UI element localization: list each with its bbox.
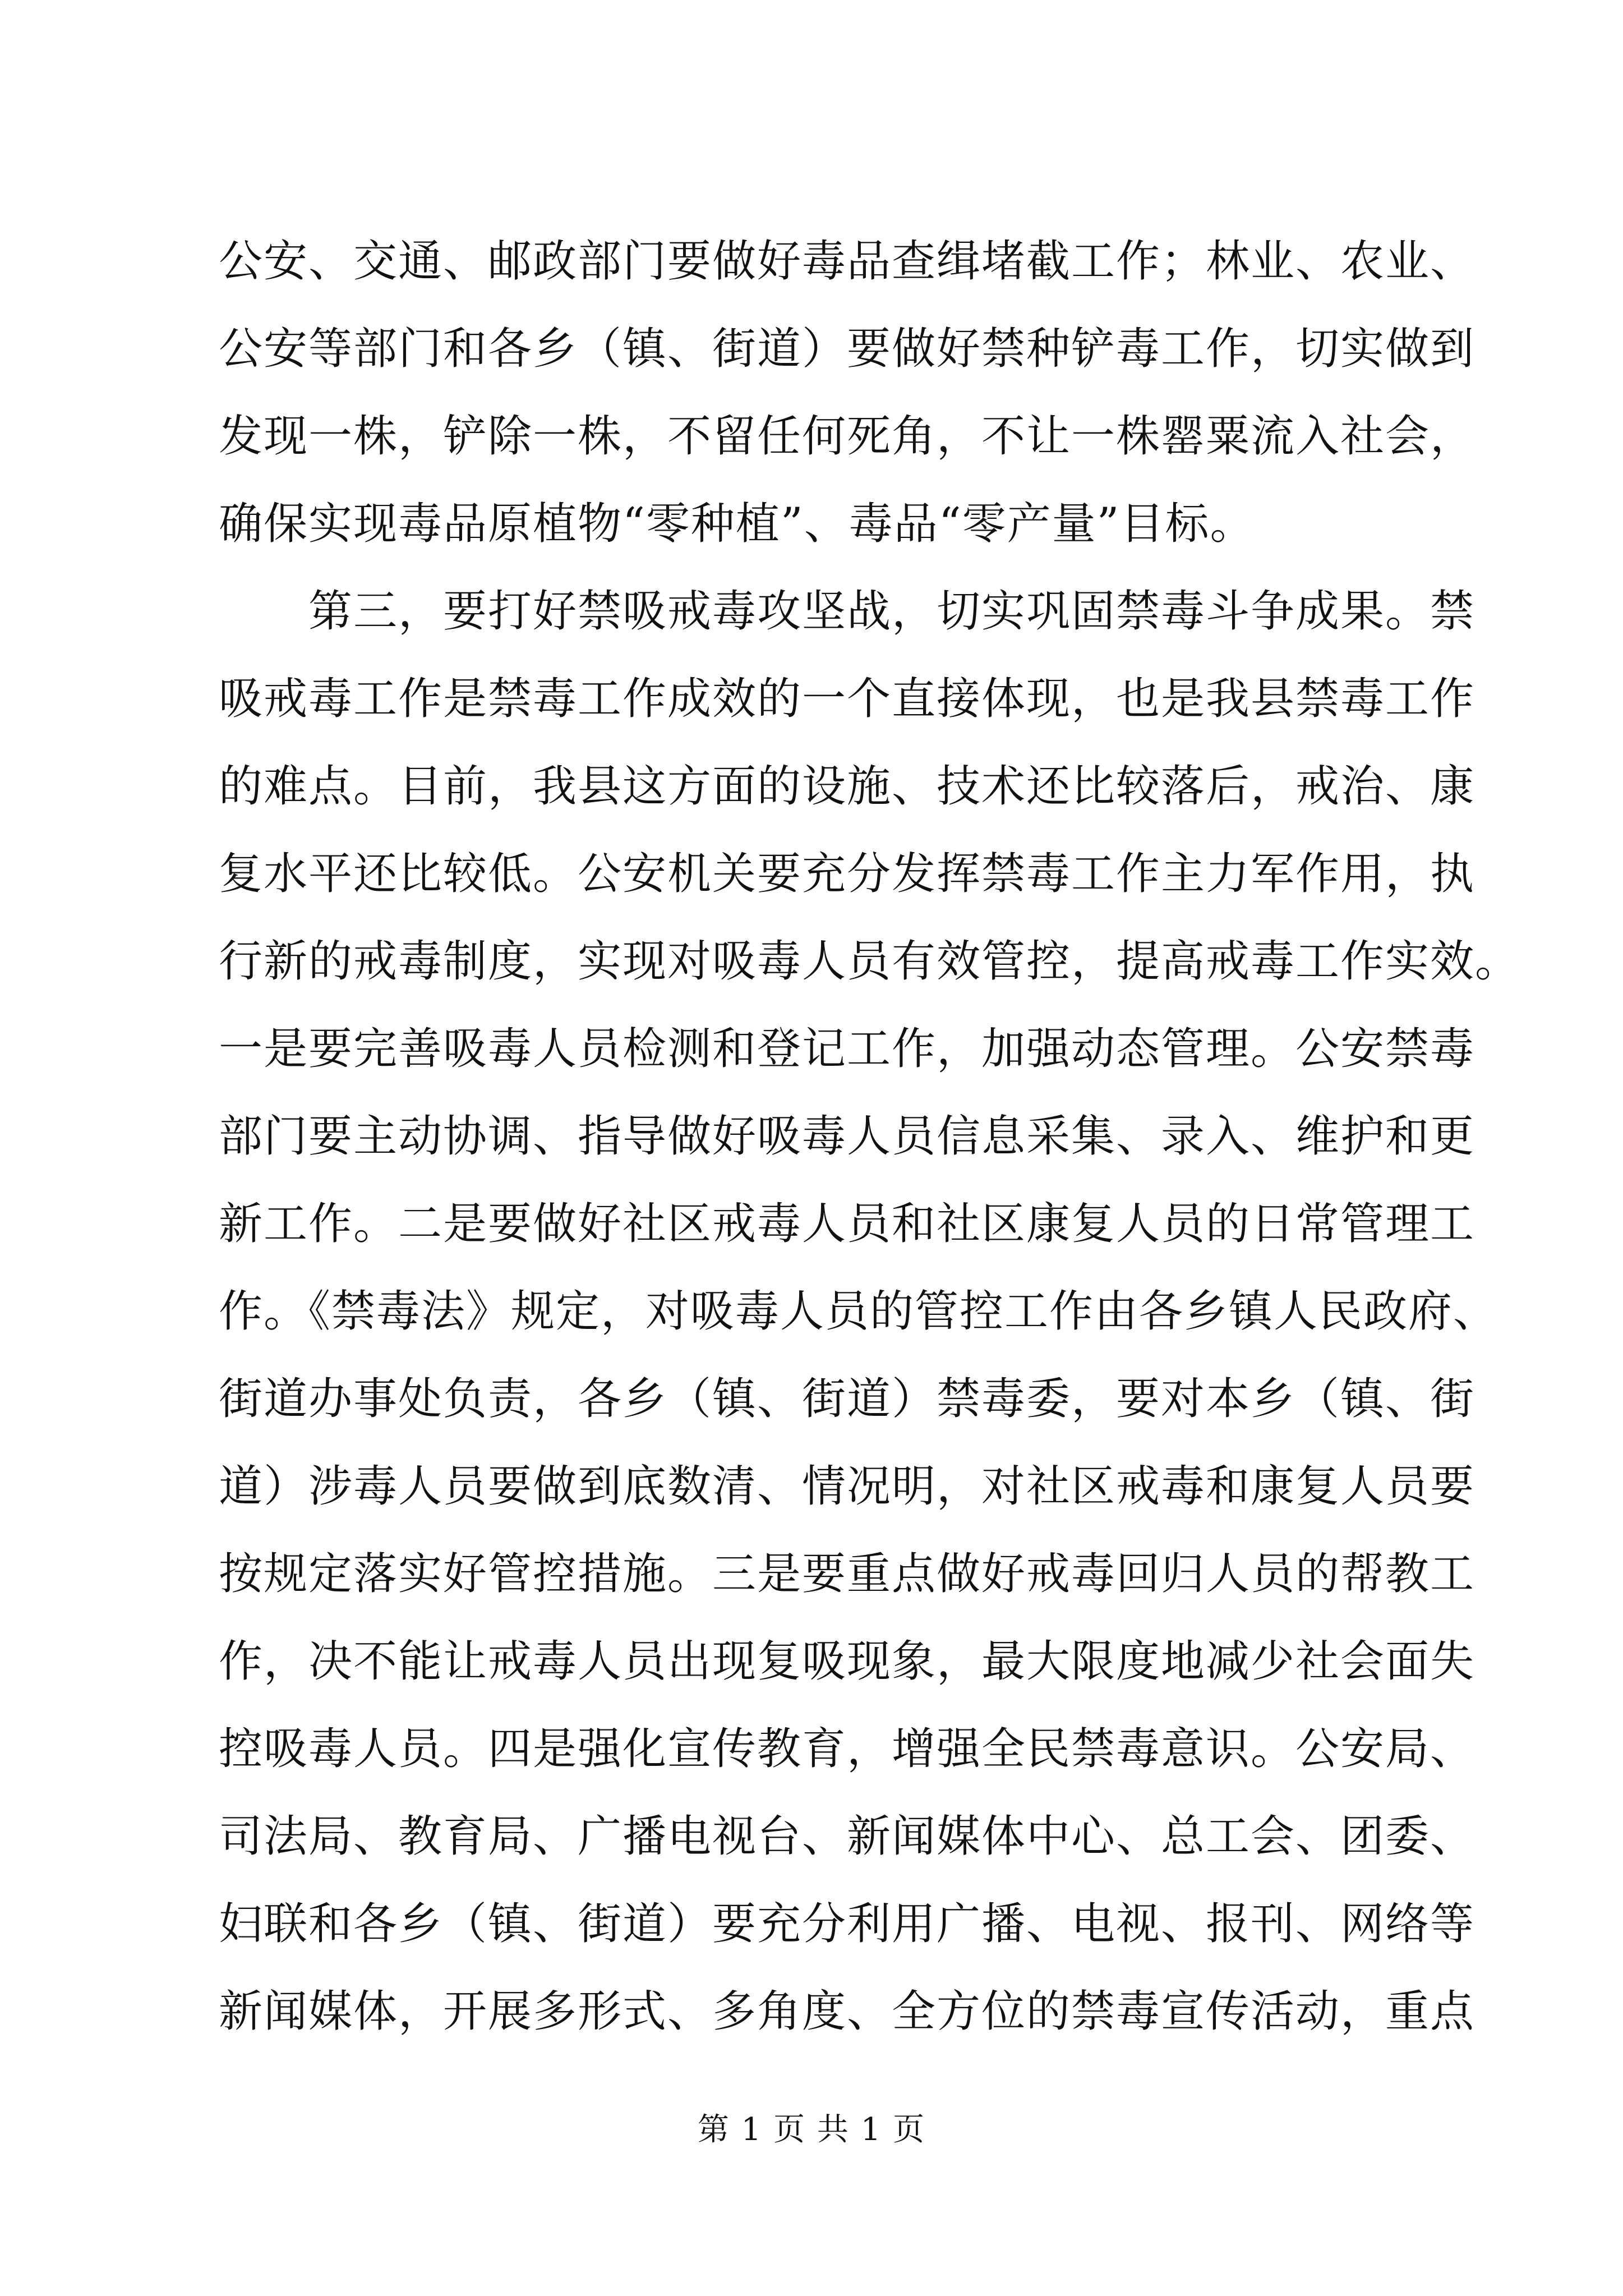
text-line: 作。《禁毒法》规定，对吸毒人员的管控工作由各乡镇人民政府、 — [219, 1286, 1498, 1337]
text-line: 妇联和各乡（镇、街道）要充分利用广播、电视、报刊、网络等 — [219, 1899, 1476, 1949]
text-line: 发现一株，铲除一株，不留任何死角，不让一株罂粟流入社会， — [219, 411, 1476, 462]
text-line: 的难点。目前，我县这方面的设施、技术还比较落后，戒治、康 — [219, 761, 1476, 812]
text-line: 确保实现毒品原植物“零种植”、毒品“零产量”目标。 — [219, 499, 1255, 549]
text-line: 按规定落实好管控措施。三是要重点做好戒毒回归人员的帮教工 — [219, 1549, 1476, 1599]
text-line: 司法局、教育局、广播电视台、新闻媒体中心、总工会、团委、 — [219, 1811, 1476, 1862]
text-line: 吸戒毒工作是禁毒工作成效的一个直接体现，也是我县禁毒工作 — [219, 674, 1476, 724]
text-line: 部门要主动协调、指导做好吸毒人员信息采集、录入、维护和更 — [219, 1111, 1476, 1162]
text-line: 道）涉毒人员要做到底数清、情况明，对社区戒毒和康复人员要 — [219, 1461, 1476, 1512]
text-line: 街道办事处负责，各乡（镇、街道）禁毒委，要对本乡（镇、街 — [219, 1374, 1476, 1424]
text-line: 公安等部门和各乡（镇、街道）要做好禁种铲毒工作，切实做到 — [219, 324, 1476, 374]
text-line: 新工作。二是要做好社区戒毒人员和社区康复人员的日常管理工 — [219, 1199, 1476, 1249]
text-line: 复水平还比较低。公安机关要充分发挥禁毒工作主力军作用，执 — [219, 849, 1476, 899]
paragraph-start-line: 第三，要打好禁吸戒毒攻坚战，切实巩固禁毒斗争成果。禁 — [308, 586, 1476, 637]
body-text — [219, 218, 1520, 2055]
text-line: 一是要完善吸毒人员检测和登记工作，加强动态管理。公安禁毒 — [219, 1024, 1476, 1074]
text-line: 公安、交通、邮政部门要做好毒品查缉堵截工作；林业、农业、 — [219, 236, 1476, 287]
text-line: 新闻媒体，开展多形式、多角度、全方位的禁毒宣传活动，重点 — [219, 1986, 1476, 2037]
text-line: 作，决不能让戒毒人员出现复吸现象，最大限度地减少社会面失 — [219, 1636, 1476, 1687]
page-number-footer: 第 1 页 共 1 页 — [697, 2111, 926, 2148]
text-line: 行新的戒毒制度，实现对吸毒人员有效管控，提高戒毒工作实效。 — [219, 936, 1520, 987]
text-line: 控吸毒人员。四是强化宣传教育，增强全民禁毒意识。公安局、 — [219, 1724, 1476, 1774]
